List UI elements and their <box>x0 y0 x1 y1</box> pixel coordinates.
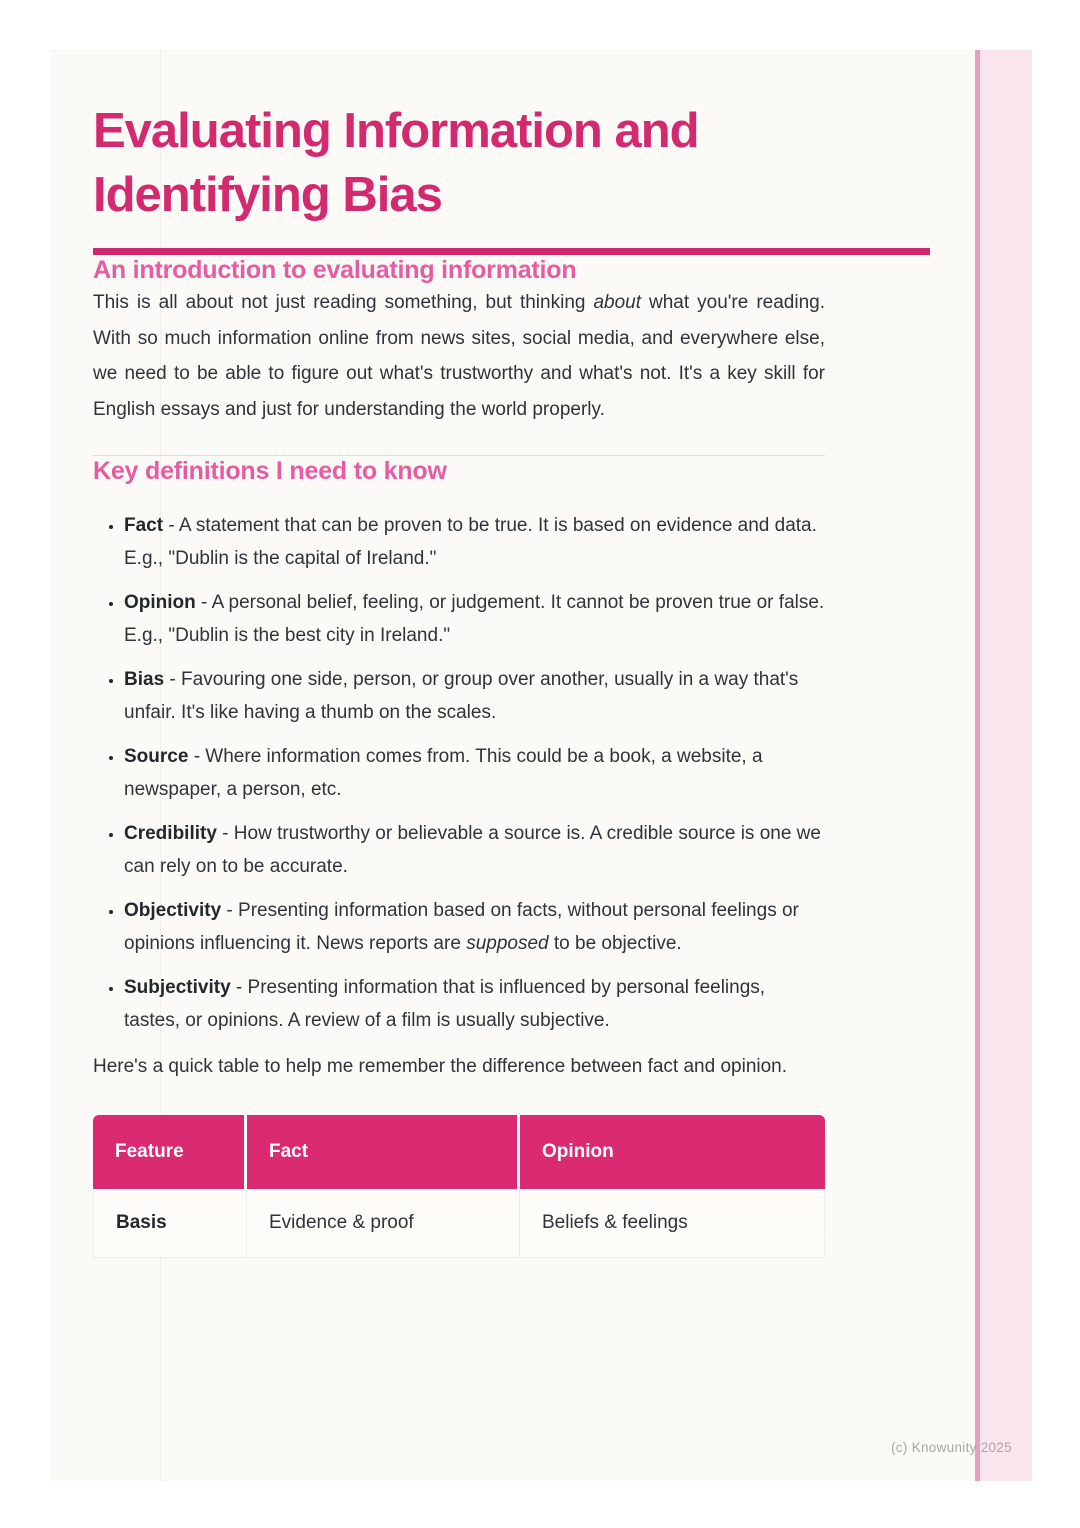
notes-page <box>50 50 1032 1481</box>
list-item-source <box>124 741 825 806</box>
fact-opinion-table <box>93 1115 825 1258</box>
list-item-objectivity <box>124 895 825 960</box>
column-header-feature: Feature <box>93 1115 247 1189</box>
term-label: Bias <box>124 669 165 690</box>
watermark: (c) Knowunity 2025 <box>891 1440 1012 1455</box>
list-item-opinion <box>124 587 825 652</box>
term-italic: supposed <box>466 932 549 954</box>
list-item-credibility <box>124 818 825 883</box>
term-definition: - Favouring one side, person, or group over another, usually in a way that's unfair. It's like having a thumb on the scales. <box>124 669 799 723</box>
intro-paragraph <box>93 285 825 427</box>
term-label: Fact <box>124 515 164 536</box>
table-lead-in-paragraph: Here's a quick table to help me remember the difference between fact and opinion. <box>93 1056 788 1077</box>
term-label: Objectivity <box>124 900 222 921</box>
term-definition: - A statement that can be proven to be true. It is based on evidence and data. E.g., "Dublin is the capital of Ireland." <box>124 515 817 569</box>
term-definition-cont: to be objective. <box>548 932 682 954</box>
term-label: Opinion <box>124 592 196 613</box>
intro-section-heading: An introduction to evaluating information <box>93 256 577 284</box>
intro-text-2: what you're reading. With so much information online from news sites, social media, and everywhere else, we need to be able to figure out what's trustworthy and what's not. It's a key skill for English essays and just for understanding the world properly. <box>93 292 825 420</box>
page-content <box>50 50 1032 1258</box>
intro-text-1: This is all about not just reading something, but thinking <box>93 292 594 313</box>
cell-fact-basis: Evidence & proof <box>247 1189 520 1258</box>
definitions-section-heading: Key definitions I need to know <box>93 457 447 485</box>
term-definition: - Presenting information that is influenced by personal feelings, tastes, or opinions. A review of a film is usually subjective. <box>124 977 766 1031</box>
term-definition: - How trustworthy or believable a source is. A credible source is one we can rely on to be accurate. <box>124 823 821 877</box>
list-item-fact <box>124 510 825 575</box>
term-definition: - Presenting information based on facts, without personal feelings or opinions influencing it. News reports are <box>124 900 799 954</box>
term-label: Source <box>124 746 189 767</box>
term-label: Subjectivity <box>124 977 231 998</box>
definitions-list <box>93 510 825 1037</box>
title-underline <box>93 248 930 255</box>
cell-opinion-basis: Beliefs & feelings <box>520 1189 825 1258</box>
column-header-opinion: Opinion <box>520 1115 825 1189</box>
table-header-row <box>93 1115 825 1189</box>
cell-basis: Basis <box>93 1189 247 1258</box>
list-item-subjectivity <box>124 972 825 1037</box>
intro-italic-word: about <box>593 292 642 313</box>
list-item-bias <box>124 664 825 729</box>
term-label: Credibility <box>124 823 217 844</box>
column-header-fact: Fact <box>247 1115 520 1189</box>
table-row <box>93 1189 825 1258</box>
term-definition: - Where information comes from. This could be a book, a website, a newspaper, a person, etc. <box>124 746 763 800</box>
page-title: Evaluating Information and Identifying Bias <box>93 104 699 222</box>
term-definition: - A personal belief, feeling, or judgement. It cannot be proven true or false. E.g., "Dublin is the best city in Ireland." <box>124 592 825 646</box>
